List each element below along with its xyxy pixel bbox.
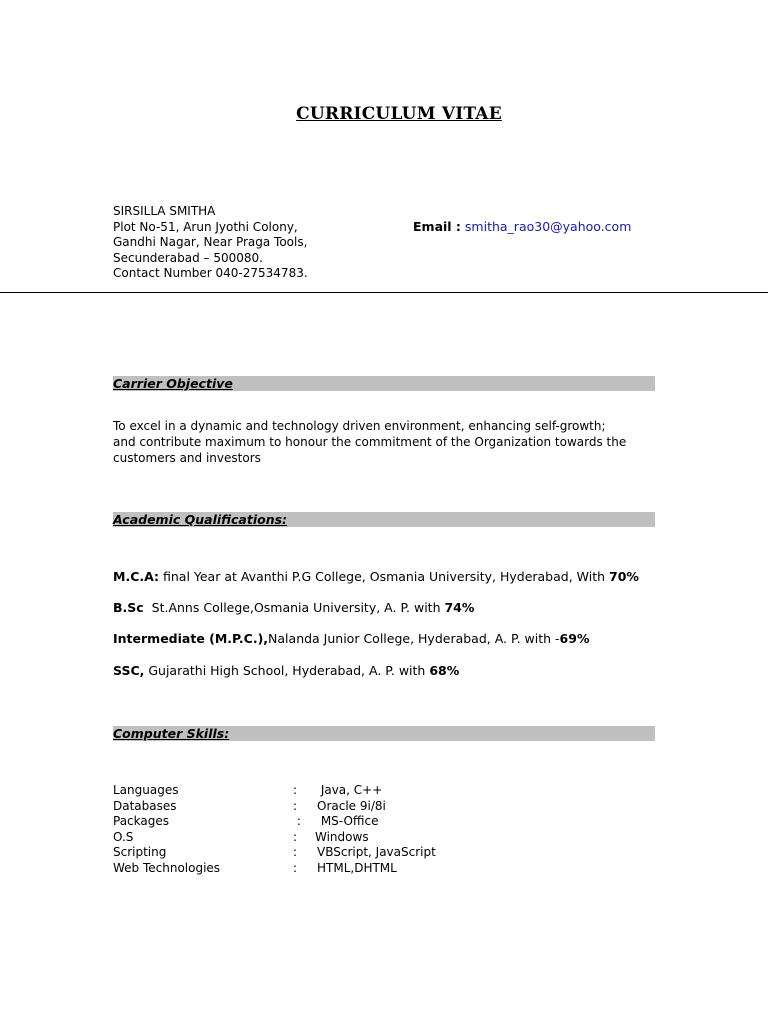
qualification-degree: SSC, — [113, 663, 145, 678]
skill-value: Windows — [315, 829, 369, 844]
skill-value: MS-Office — [317, 814, 379, 828]
skill-category: Databases — [113, 798, 177, 813]
skill-separator: : — [293, 860, 298, 875]
candidate-name: SIRSILLA SMITHA — [113, 204, 216, 218]
qualification-item — [113, 569, 639, 584]
skill-value: VBScript, JavaScript — [317, 845, 436, 859]
qualification-item — [113, 631, 589, 646]
qualification-details: Nalanda Junior College, Hyderabad, A. P. with - — [268, 631, 560, 646]
qualification-score: 69% — [559, 631, 590, 646]
qualification-score: 68% — [429, 663, 460, 678]
skill-category: O.S — [113, 829, 134, 844]
address-line: Plot No-51, Arun Jyothi Colony, — [113, 219, 298, 234]
email-block — [413, 219, 631, 234]
qualification-item — [113, 663, 459, 678]
address-line: Gandhi Nagar, Near Praga Tools, — [113, 235, 308, 249]
skill-category: Web Technologies — [113, 860, 221, 875]
objective-line: customers and investors — [113, 451, 261, 465]
qualification-details: final Year at Avanthi P.G College, Osmania University, Hyderabad, With — [159, 569, 610, 584]
skill-value: Java, C++ — [317, 783, 383, 797]
contact-block — [113, 204, 308, 282]
qualification-details: Gujarathi High School, Hyderabad, A. P. with — [144, 663, 430, 678]
qualification-score: 74% — [444, 600, 475, 615]
qualification-score: 70% — [609, 569, 639, 584]
qualification-details: St.Anns College,Osmania University, A. P. with — [143, 600, 445, 615]
section-heading-objective: Carrier Objective — [113, 376, 655, 391]
skill-value: HTML,DHTML — [317, 860, 397, 875]
skill-separator: : — [293, 829, 298, 844]
section-heading-academics: Academic Qualifications: — [113, 512, 655, 527]
email-label: Email : — [413, 219, 461, 234]
skill-separator: : — [293, 783, 298, 797]
qualification-item — [113, 600, 474, 615]
contact-number: Contact Number 040-27534783. — [113, 266, 308, 280]
objective-paragraph — [113, 418, 658, 466]
address-line: Secunderabad – 500080. — [113, 250, 263, 265]
email-link[interactable]: smitha_rao30@yahoo.com — [464, 219, 632, 234]
page-title: CURRICULUM VITAE — [296, 104, 502, 124]
objective-line: To excel in a dynamic and technology driven environment, enhancing self-growth; — [113, 419, 606, 433]
qualification-degree: M.C.A: — [113, 569, 160, 584]
skill-separator: : — [293, 798, 298, 813]
skill-category: Languages — [113, 783, 179, 797]
skill-category: Scripting — [113, 845, 167, 859]
qualification-degree: Intermediate (M.P.C.), — [113, 631, 269, 646]
objective-line: and contribute maximum to honour the commitment of the Organization towards the — [113, 435, 627, 449]
skill-separator: : — [293, 845, 298, 859]
skill-category: Packages — [113, 814, 169, 828]
section-heading-skills: Computer Skills: — [113, 726, 655, 741]
qualification-degree: B.Sc — [113, 600, 144, 615]
header-divider — [0, 292, 768, 293]
skill-separator: : — [293, 814, 301, 828]
skill-value: Oracle 9i/8i — [317, 798, 386, 813]
